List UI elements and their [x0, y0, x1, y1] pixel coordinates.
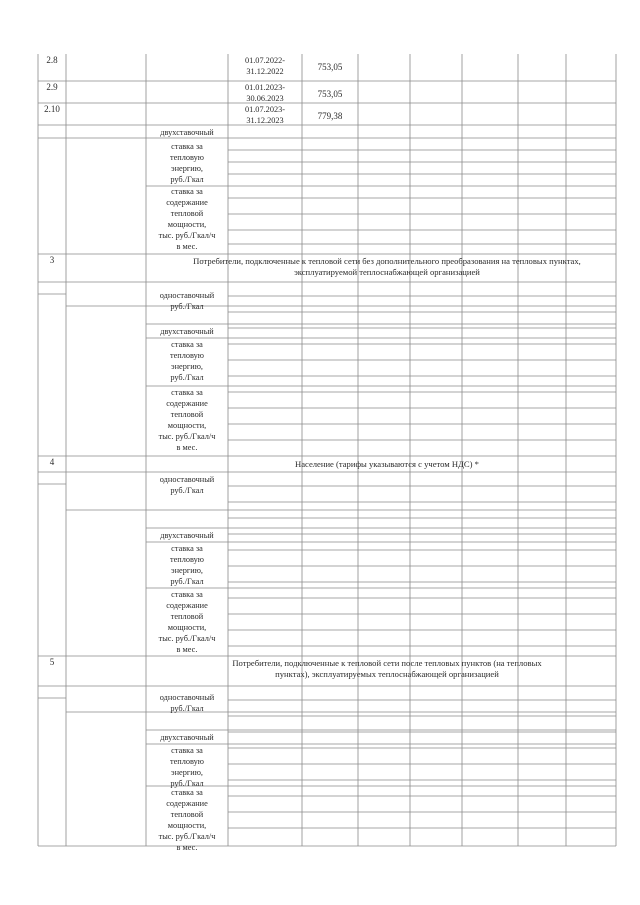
row-number: 2.9	[46, 82, 58, 92]
capacity-rate-label: мощности,	[167, 623, 207, 632]
energy-rate-label: руб./Гкал	[170, 779, 204, 788]
tariff-value: 753,05	[317, 62, 343, 72]
capacity-rate-label: содержание	[166, 198, 208, 207]
capacity-rate-label: тепловой	[170, 612, 204, 621]
capacity-rate-label: тыс. руб./Гкал/ч	[158, 231, 216, 240]
table-grid	[38, 54, 616, 846]
one-part-label: руб./Гкал	[170, 486, 204, 495]
period-start: 01.01.2023-	[244, 83, 286, 92]
capacity-rate-label: в мес.	[176, 443, 198, 452]
capacity-rate-label: в мес.	[176, 242, 198, 251]
capacity-rate-label: тыс. руб./Гкал/ч	[158, 634, 216, 643]
capacity-rate-label: содержание	[166, 399, 208, 408]
capacity-rate-label: тыс. руб./Гкал/ч	[158, 432, 216, 441]
period-end: 30.06.2023	[246, 94, 284, 103]
energy-rate-label: ставка за	[171, 746, 203, 755]
one-part-label: руб./Гкал	[170, 704, 204, 713]
capacity-rate-label: мощности,	[167, 821, 207, 830]
tariff-value: 779,38	[317, 111, 343, 121]
capacity-rate-label: ставка за	[171, 590, 203, 599]
two-part-label: двухставочный	[160, 128, 214, 137]
capacity-rate-label: содержание	[166, 799, 208, 808]
energy-rate-label: ставка за	[171, 142, 203, 151]
row-number: 2.10	[44, 104, 60, 114]
energy-rate-label: тепловую	[169, 351, 205, 360]
section-heading: пунктах), эксплуатируемых теплоснабжающей организацией	[275, 669, 499, 679]
energy-rate-label: руб./Гкал	[170, 577, 204, 586]
section-heading: Потребители, подключенные к тепловой сети после тепловых пунктов (на тепловых	[232, 658, 542, 668]
period-start: 01.07.2022-	[244, 56, 286, 65]
energy-rate-label: энергию,	[171, 768, 203, 777]
capacity-rate-label: в мес.	[176, 645, 198, 654]
one-part-label: руб./Гкал	[170, 302, 204, 311]
one-part-label: одноставочный	[159, 475, 215, 484]
capacity-rate-label: мощности,	[167, 421, 207, 430]
section-heading: эксплуатируемой теплоснабжающей организацией	[294, 267, 480, 277]
tariff-value: 753,05	[317, 89, 343, 99]
period-end: 31.12.2022	[246, 67, 284, 76]
two-part-label: двухставочный	[160, 531, 214, 540]
table-text	[44, 55, 581, 852]
energy-rate-label: руб./Гкал	[170, 175, 204, 184]
two-part-label: двухставочный	[160, 733, 214, 742]
capacity-rate-label: тепловой	[170, 810, 204, 819]
energy-rate-label: энергию,	[171, 164, 203, 173]
capacity-rate-label: содержание	[166, 601, 208, 610]
one-part-label: одноставочный	[159, 291, 215, 300]
capacity-rate-label: тыс. руб./Гкал/ч	[158, 832, 216, 841]
one-part-label: одноставочный	[159, 693, 215, 702]
energy-rate-label: ставка за	[171, 340, 203, 349]
capacity-rate-label: ставка за	[171, 788, 203, 797]
capacity-rate-label: мощности,	[167, 220, 207, 229]
energy-rate-label: руб./Гкал	[170, 373, 204, 382]
section-number: 4	[49, 457, 55, 467]
energy-rate-label: тепловую	[169, 153, 205, 162]
capacity-rate-label: тепловой	[170, 209, 204, 218]
section-number: 5	[49, 657, 55, 667]
period-end: 31.12.2023	[246, 116, 284, 125]
period-start: 01.07.2023-	[244, 105, 286, 114]
capacity-rate-label: тепловой	[170, 410, 204, 419]
energy-rate-label: тепловую	[169, 757, 205, 766]
energy-rate-label: ставка за	[171, 544, 203, 553]
capacity-rate-label: в мес.	[176, 843, 198, 852]
energy-rate-label: энергию,	[171, 362, 203, 371]
energy-rate-label: энергию,	[171, 566, 203, 575]
two-part-label: двухставочный	[160, 327, 214, 336]
row-number: 2.8	[46, 55, 58, 65]
section-heading: Потребители, подключенные к тепловой сети без дополнительного преобразования на тепловых пунктах,	[193, 256, 581, 266]
section-heading: Население (тарифы указываются с учетом НДС) *	[295, 459, 479, 469]
energy-rate-label: тепловую	[169, 555, 205, 564]
section-number: 3	[49, 255, 55, 265]
capacity-rate-label: ставка за	[171, 187, 203, 196]
capacity-rate-label: ставка за	[171, 388, 203, 397]
